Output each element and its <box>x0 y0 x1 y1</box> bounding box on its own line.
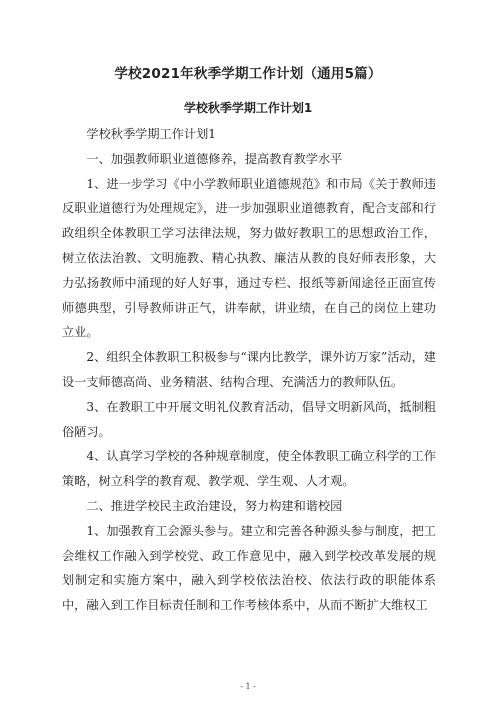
paragraph-heading-1: 一、加强教师职业道德修养，提高教育教学水平 <box>86 151 343 166</box>
paragraph-item-1: 1、进一步学习《中小学教师职业道德规范》和市局《关于教师违反职业道德行为处理规定》，进一步加强职业道德教育，配合支部和行政组织全体教职工学习法律法规，努力做好教职工的思想政治工作，树立依法治教、文明施教、精心执教、廉洁从教的良好师表形象，大力弘扬教师中涌现的好人好事，通过专栏、报纸等新闻途径正面宣传师德典型，引导教师讲正气，讲奉献，讲业绩，在自己的岗位上建功立业。 <box>62 176 436 340</box>
paragraph-item-4: 4、认真学习学校的各种规章制度，使全体教职工确立科学的工作策略，树立科学的教育观、教学观、学生观、人才观。 <box>62 449 436 489</box>
paragraph-item-5: 1、加强教育工会源头参与。建立和完善各种源头参与制度，把工会维权工作融入到学校党、政工作意见中，融入到学校改革发展的规划制定和实施方案中，融入到学校依法治校、依法行政的职能体系中，融入到工作目标责任制和工作考核体系中，从而不断扩大维权工 <box>62 523 436 613</box>
paragraph-item-3: 3、在教职工中开展文明礼仪教育活动，倡导文明新风尚，抵制粗俗陋习。 <box>62 399 436 439</box>
document-body <box>62 122 436 618</box>
paragraph-item-2: 2、组织全体教职工积极参与“课内比教学，课外访万家”活动，建设一支师德高尚、业务精湛、结构合理、充满活力的教师队伍。 <box>62 350 436 389</box>
page-number: - 1 - <box>240 682 256 691</box>
paragraph-intro: 学校秋季学期工作计划1 <box>86 127 217 141</box>
paragraph-heading-2: 二、推进学校民主政治建设，努力构建和谐校园 <box>86 498 343 513</box>
document-title: 学校2021年秋季学期工作计划（通用5篇） <box>114 66 382 82</box>
section-heading: 学校秋季学期工作计划1 <box>183 101 313 115</box>
